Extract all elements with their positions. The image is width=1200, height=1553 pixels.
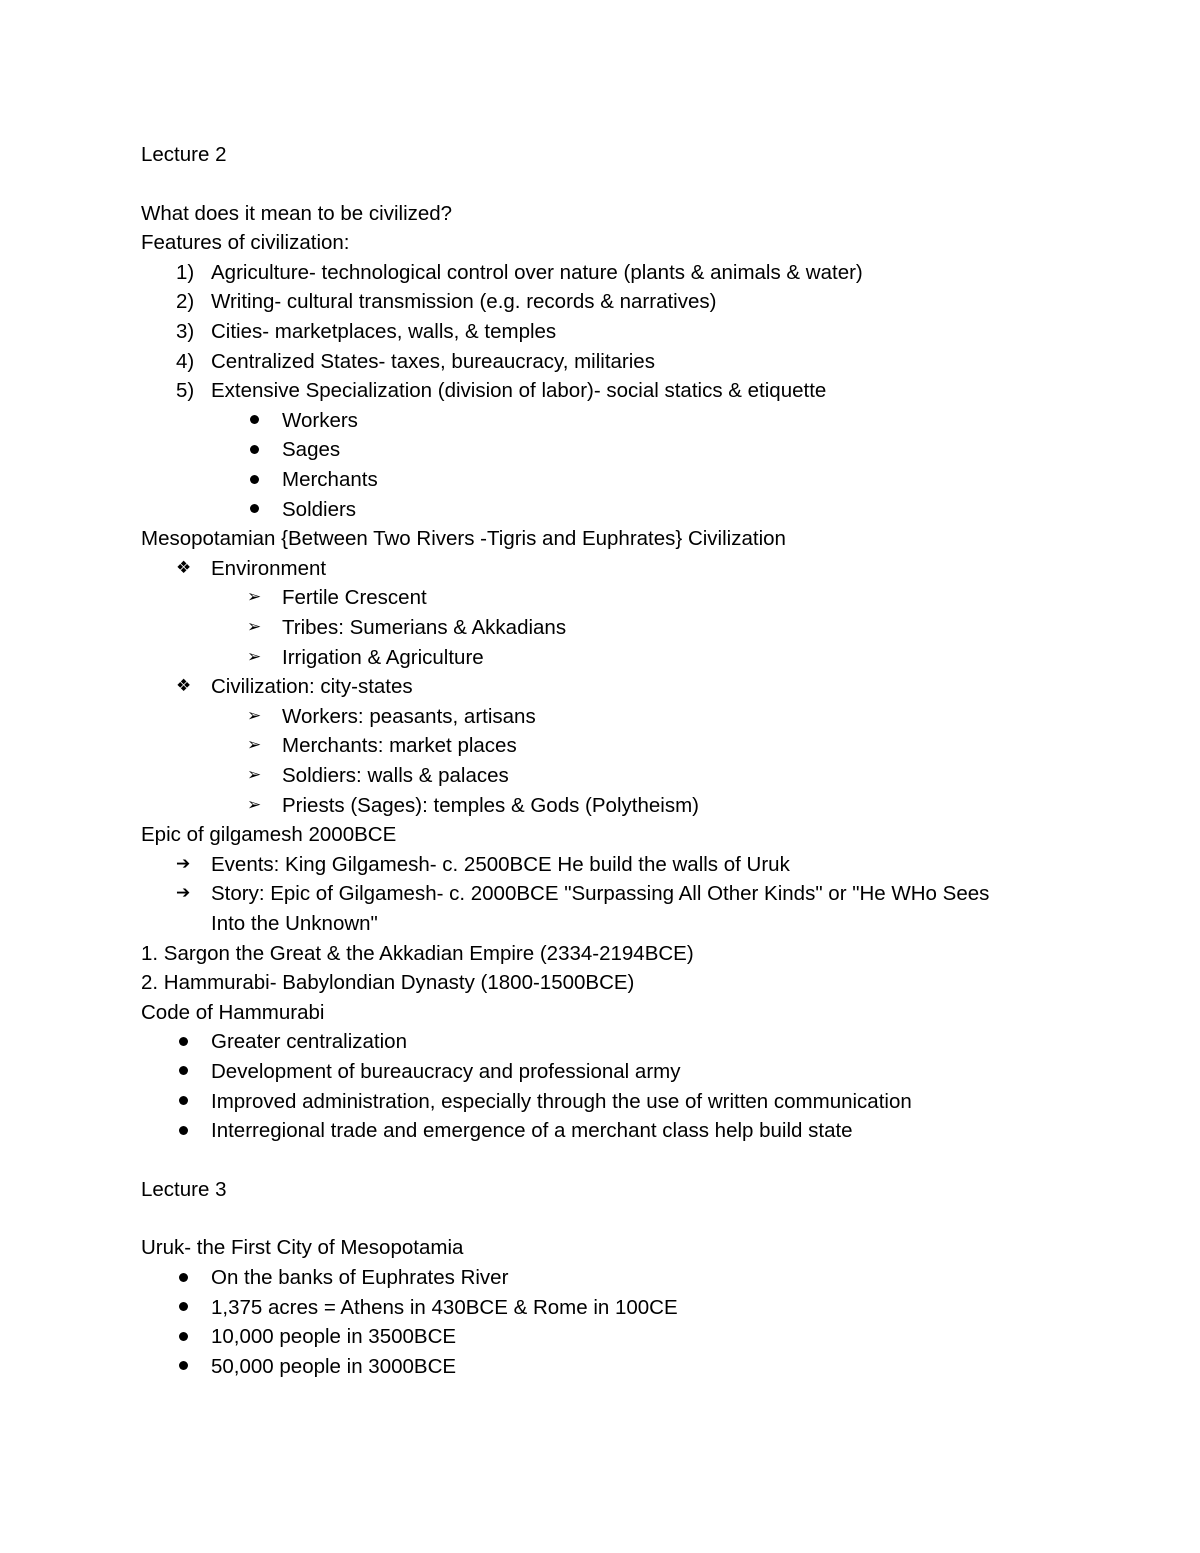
uruk-item-text: 1,375 acres = Athens in 430BCE & Rome in 100CE	[211, 1295, 678, 1319]
bullet-dot-icon	[179, 1027, 188, 1057]
arrowhead-bullet-icon: ➢	[247, 764, 262, 785]
specialization-item	[141, 495, 1101, 525]
arrowhead-bullet-icon: ➢	[247, 617, 262, 637]
arrowhead-bullet-icon: ➢	[247, 587, 262, 608]
civilization-subitem-text: Priests (Sages): temples & Gods (Polytheism)	[282, 793, 699, 817]
feature-text: Writing- cultural transmission (e.g. records & narratives)	[211, 290, 717, 314]
bullet-dot-icon	[179, 1116, 188, 1146]
feature-item	[141, 258, 1101, 288]
mesopotamia-heading: Mesopotamian {Between Two Rivers -Tigris and Euphrates} Civilization	[141, 527, 786, 551]
code-item-text: Improved administration, especially through the use of written communication	[211, 1089, 912, 1113]
sargon-line: 1. Sargon the Great & the Akkadian Empire (2334-2194BCE)	[141, 941, 694, 965]
notes-content	[141, 140, 1101, 1381]
specialization-text: Sages	[282, 438, 341, 462]
feature-item	[141, 347, 1101, 377]
bullet-dot-icon	[179, 1057, 188, 1087]
code-item	[141, 1027, 1101, 1057]
arrowhead-bullet-icon: ➢	[247, 646, 262, 667]
feature-text: Centralized States- taxes, bureaucracy, militaries	[211, 349, 655, 373]
civilization-subitem	[141, 791, 1101, 821]
code-item-text: Development of bureaucracy and professional army	[211, 1059, 681, 1083]
bullet-dot-icon	[179, 1293, 188, 1323]
uruk-item	[141, 1293, 1101, 1323]
environment-label: Environment	[211, 556, 327, 580]
environment-subitem	[141, 613, 1101, 643]
uruk-heading: Uruk- the First City of Mesopotamia	[141, 1236, 464, 1260]
arrowhead-bullet-icon: ➢	[247, 735, 262, 756]
question-line: What does it mean to be civilized?	[141, 201, 453, 225]
arrowhead-bullet-icon: ➢	[247, 794, 262, 815]
specialization-text: Workers	[282, 408, 358, 432]
specialization-text: Soldiers	[282, 497, 357, 521]
list-number: 4)	[176, 349, 195, 373]
bullet-dot-icon	[179, 1087, 188, 1117]
feature-text: Extensive Specialization (division of labor)- social statics & etiquette	[211, 379, 827, 403]
epic-story-item	[141, 879, 1101, 909]
bullet-dot-icon	[179, 1322, 188, 1352]
bullet-dot-icon	[250, 406, 259, 436]
environment-subitem-text: Tribes: Sumerians & Akkadians	[282, 616, 567, 639]
specialization-item	[141, 435, 1101, 465]
list-number: 2)	[176, 290, 195, 314]
uruk-item	[141, 1263, 1101, 1293]
feature-item	[141, 317, 1101, 347]
specialization-item	[141, 465, 1101, 495]
blank-line	[141, 1204, 1101, 1233]
environment-item	[141, 554, 1101, 584]
epic-story-continuation	[141, 909, 1101, 939]
arrowhead-bullet-icon: ➢	[247, 705, 262, 726]
feature-text: Agriculture- technological control over nature (plants & animals & water)	[211, 260, 863, 284]
blank-line	[141, 170, 1101, 199]
civilization-subitem-text: Soldiers: walls & palaces	[282, 763, 509, 787]
uruk-item	[141, 1352, 1101, 1382]
feature-item	[141, 287, 1101, 317]
features-heading: Features of civilization:	[141, 231, 350, 255]
bullet-dot-icon	[250, 495, 259, 525]
code-heading: Code of Hammurabi	[141, 1000, 325, 1024]
uruk-item-text: On the banks of Euphrates River	[211, 1266, 509, 1290]
uruk-item-text: 10,000 people in 3500BCE	[211, 1325, 457, 1349]
epic-story-text: Story: Epic of Gilgamesh- c. 2000BCE "Surpassing All Other Kinds" or "He WHo Sees	[211, 882, 990, 906]
code-item	[141, 1116, 1101, 1146]
epic-heading: Epic of gilgamesh 2000BCE	[141, 823, 397, 847]
list-number: 1)	[176, 260, 195, 284]
code-item-text: Interregional trade and emergence of a merchant class help build state	[211, 1119, 853, 1143]
code-item	[141, 1087, 1101, 1117]
epic-events-item	[141, 850, 1101, 880]
code-item	[141, 1057, 1101, 1087]
bullet-dot-icon	[179, 1263, 188, 1293]
hammurabi-line: 2. Hammurabi- Babylondian Dynasty (1800-1500BCE)	[141, 971, 635, 995]
environment-subitem-text: Irrigation & Agriculture	[282, 645, 484, 669]
civilization-subitem	[141, 761, 1101, 791]
code-item-text: Greater centralization	[211, 1030, 407, 1054]
blank-line	[141, 1146, 1101, 1175]
epic-events-text: Events: King Gilgamesh- c. 2500BCE He build the walls of Uruk	[211, 852, 790, 876]
feature-item	[141, 376, 1101, 406]
civilization-subitem	[141, 731, 1101, 761]
civilization-subitem-text: Workers: peasants, artisans	[282, 704, 536, 728]
epic-story-text-cont: Into the Unknown"	[211, 911, 378, 935]
list-number: 5)	[176, 379, 195, 403]
feature-text: Cities- marketplaces, walls, & temples	[211, 320, 557, 344]
bullet-dot-icon	[250, 435, 259, 465]
civilization-item	[141, 672, 1101, 702]
specialization-text: Merchants	[282, 468, 378, 492]
arrow-bullet-icon: ➔	[176, 853, 191, 874]
lecture-2-heading: Lecture 2	[141, 143, 227, 166]
lecture-3-heading: Lecture 3	[141, 1177, 227, 1201]
bullet-dot-icon	[179, 1352, 188, 1382]
diamond-bullet-icon: ❖	[176, 676, 192, 697]
list-number: 3)	[176, 320, 195, 344]
environment-subitem	[141, 643, 1101, 673]
arrow-bullet-icon: ➔	[176, 883, 191, 904]
diamond-bullet-icon: ❖	[176, 557, 192, 578]
uruk-item-text: 50,000 people in 3000BCE	[211, 1354, 457, 1378]
uruk-item	[141, 1322, 1101, 1352]
civilization-subitem-text: Merchants: market places	[282, 734, 517, 758]
environment-subitem-text: Fertile Crescent	[282, 586, 427, 610]
environment-subitem	[141, 583, 1101, 613]
bullet-dot-icon	[250, 465, 259, 495]
civilization-subitem	[141, 702, 1101, 732]
specialization-item	[141, 406, 1101, 436]
civilization-label: Civilization: city-states	[211, 675, 413, 699]
